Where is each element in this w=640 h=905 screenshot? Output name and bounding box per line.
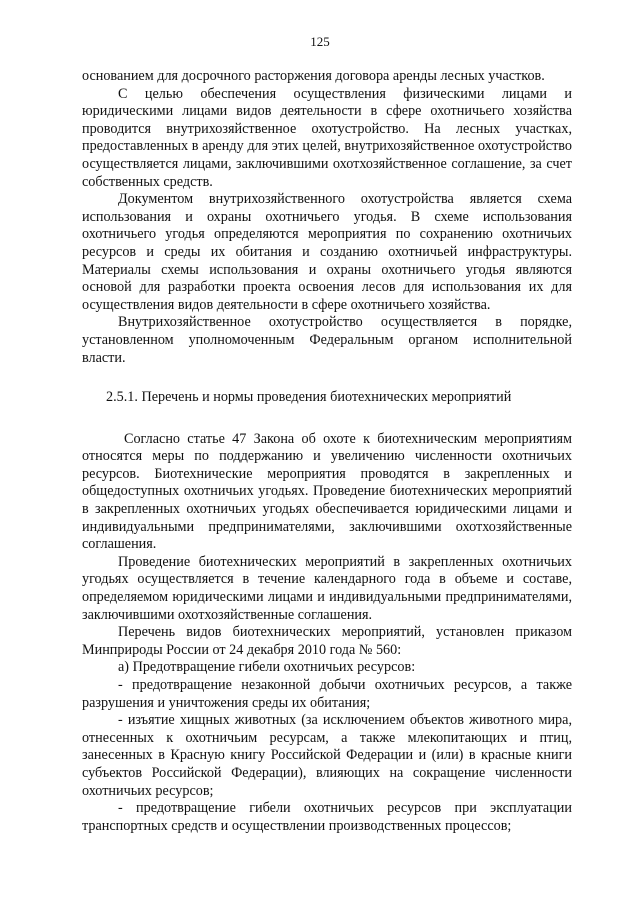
list-heading: а) Предотвращение гибели охотничьих ресурсов: (118, 659, 416, 676)
paragraph: Перечень видов биотехнических мероприятий, установлен приказом Минприроды России от 24 декабря 2010 года № 560: (82, 624, 572, 658)
list-item: - предотвращение гибели охотничьих ресурсов при эксплуатации транспортных средств и осуществлении производственных процессов; (82, 800, 572, 834)
paragraph: Проведение биотехнических мероприятий в закрепленных охотничьих угодьях осуществляется в течение календарного года в объеме и составе, определяемом юридическими лицами и индивидуальными предпринимателями, заключившими охотхозяйственные соглашения. (82, 553, 572, 623)
page-number: 125 (310, 34, 330, 49)
section-heading: 2.5.1. Перечень и нормы проведения биотехнических мероприятий (106, 389, 512, 406)
paragraph: С целью обеспечения осуществления физическими лицами и юридическими лицами видов деятельности в сфере охотничьего хозяйства проводится внутрихозяйственное охотустройство. На лесных участках, предоставленных в аренду для этих целей, внутрихозяйственное охотустройство осуществляется лицами, заключившими охотхозяйственное соглашение, за счет собственных средств. (82, 85, 572, 190)
list-item: - изъятие хищных животных (за исключением объектов животного мира, отнесенных к охотничьим ресурсам, а также млекопитающих и птиц, занесенных в Красную книгу Российской Федерации и (или) в красные книги субъектов Российской Федерации), влияющих на сокращение численности охотничьих ресурсов; (82, 712, 572, 799)
paragraph: Согласно статье 47 Закона об охоте к биотехническим мероприятиям относятся меры по поддержанию и увеличению численности охотничьих ресурсов. Биотехнические мероприятия проводятся в закрепленных и общедоступных охотничьих угодьях. Проведение биотехнических мероприятий в закрепленных охотничьих угодьях обеспечивается юридическими лицами и индивидуальными предпринимателями, заключившими охотхозяйственные соглашения. (82, 430, 572, 553)
paragraph: основанием для досрочного расторжения договора аренды лесных участков. (82, 68, 545, 84)
paragraph: Внутрихозяйственное охотустройство осуществляется в порядке, установленном уполномоченным Федеральным органом исполнительной власти. (82, 314, 572, 366)
list-item: - предотвращение незаконной добычи охотничьих ресурсов, а также разрушения и уничтожения среды их обитания; (82, 677, 572, 711)
paragraph: Документом внутрихозяйственного охотустройства является схема использования и охраны охотничьего угодья. В схеме использования охотничьего угодья определяются мероприятия по сохранению охотничьих ресурсов и среды их обитания и созданию охотничьей инфраструктуры. Материалы схемы использования и охраны охотничьего угодья являются основой для разработки проекта освоения лесов для использования их для осуществления видов деятельности в сфере охотничьего хозяйства. (82, 191, 572, 313)
document-body (82, 68, 572, 835)
